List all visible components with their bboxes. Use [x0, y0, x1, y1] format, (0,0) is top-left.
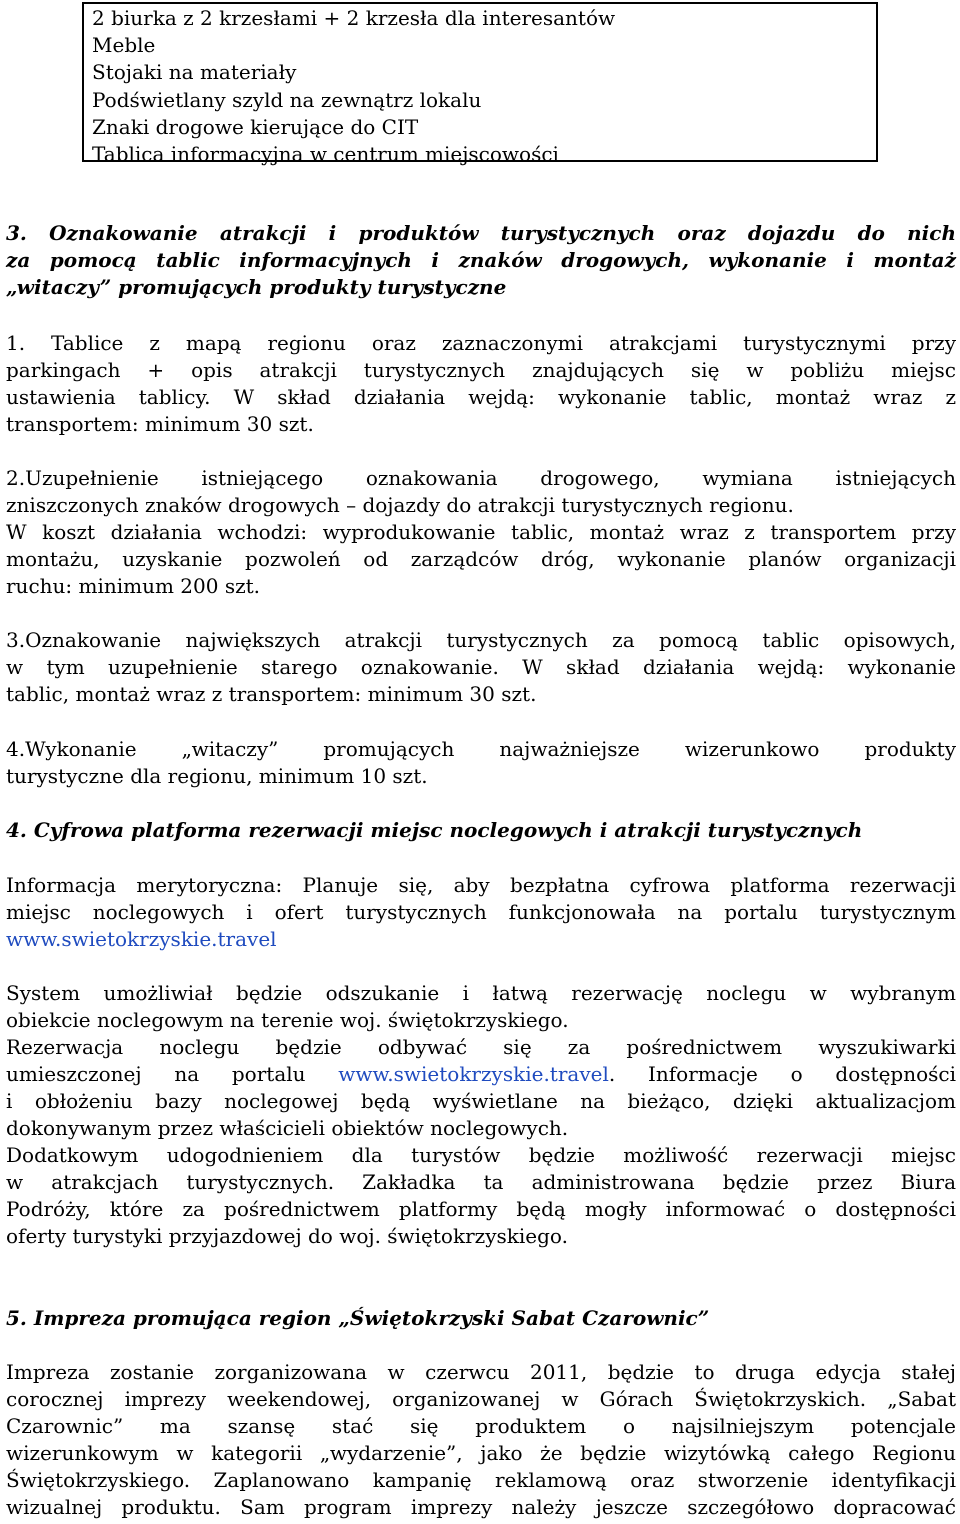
equipment-item: Znaki drogowe kierujące do CIT — [92, 114, 419, 139]
info-paragraph-end — [6, 926, 956, 953]
equipment-item: Meble — [92, 33, 156, 58]
section-3-heading-end: „witaczy” promujących produkty turystyczne — [6, 275, 507, 299]
section-5-heading: 5. Impreza promująca region „Świętokrzyski Sabat Czarownic” — [6, 1306, 710, 1330]
section-3-heading: 3. Oznakowanie atrakcji i produktów turystycznych oraz dojazdu do nich za pomocą tablic informacyjnych i znaków drogowych, wykonanie i montaż — [6, 221, 956, 272]
info-paragraph: Informacja merytoryczna: Planuje się, aby bezpłatna cyfrowa platforma rezerwacji miejsc noclegowych i ofert turystycznych funkcjonowała na portalu turystycznym — [6, 873, 956, 924]
paragraph-3-end: tablic, montaż wraz z transportem: minimum 30 szt. — [6, 682, 537, 706]
additional-paragraph-end: oferty turystyki przyjazdowej do woj. świętokrzyskiego. — [6, 1224, 568, 1248]
equipment-list-box — [82, 2, 878, 167]
system-paragraph-end: obiekcie noclegowym na terenie woj. świętokrzyskiego. — [6, 1008, 569, 1032]
system-paragraph: System umożliwiał będzie odszukanie i łatwą rezerwację noclegu w wybranym — [6, 981, 956, 1005]
equipment-item: Podświetlany szyld na zewnątrz lokalu — [92, 87, 482, 112]
equipment-item: 2 biurka z 2 krzesłami + 2 krzesła dla interesantów — [92, 6, 616, 30]
paragraph-2-cost: W koszt działania wchodzi: wyprodukowanie tablic, montaż wraz z transportem przy montażu, uzyskanie pozwoleń od zarządców dróg, wykonanie planów organizacji — [6, 520, 956, 571]
paragraph-2-line-2: zniszczonych znaków drogowych – dojazdy do atrakcji turystycznych regionu. — [6, 493, 794, 517]
section-4-heading: 4. Cyfrowa platforma rezerwacji miejsc noclegowych i atrakcji turystycznych — [6, 818, 863, 842]
paragraph-1-end: transportem: minimum 30 szt. — [6, 412, 314, 436]
paragraph-2: 2.Uzupełnienie istniejącego oznakowania drogowego, wymiana istniejących — [6, 466, 956, 490]
paragraph-2-end: ruchu: minimum 200 szt. — [6, 574, 261, 598]
additional-paragraph: Dodatkowym udogodnieniem dla turystów będzie możliwość rezerwacji miejsc w atrakcjach turystycznych. Zakładka ta administrowana będzie przez Biura Podróży, które za pośrednictwem platformy będą mogły informować o dostępności — [6, 1143, 956, 1221]
paragraph-3: 3.Oznakowanie największych atrakcji turystycznych za pomocą tablic opisowych, w tym uzupełnienie starego oznakowanie. W skład działania wejdą: wykonanie — [6, 628, 956, 679]
portal-link[interactable]: www.swietokrzyskie.travel — [6, 927, 277, 951]
equipment-item: Stojaki na materiały — [92, 60, 297, 85]
reservation-paragraph: Rezerwacja noclegu będzie odbywać się za pośrednictwem wyszukiwarki umieszczonej na portalu www.swietokrzyskie.travel. Informacje o dostępności i obłożeniu bazy noclegowej będą wyświetlane na bieżąco, dzięki aktualizacjom — [6, 1035, 956, 1113]
paragraph-4-end: turystyczne dla regionu, minimum 10 szt. — [6, 764, 428, 788]
paragraph-4: 4.Wykonanie „witaczy” promujących najważniejsze wizerunkowo produkty — [6, 737, 956, 761]
portal-link-2[interactable]: www.swietokrzyskie.travel — [338, 1062, 609, 1086]
reservation-line-with-link: umieszczonej na portalu www.swietokrzyskie.travel. Informacje o dostępności — [6, 1062, 956, 1086]
reservation-paragraph-end: dokonywanym przez właścicieli obiektów noclegowych. — [6, 1116, 569, 1140]
equipment-item: Tablica informacyjna w centrum miejscowości — [92, 142, 559, 167]
event-paragraph: Impreza zostanie zorganizowana w czerwcu 2011, będzie to druga edycja stałej corocznej imprezy weekendowej, organizowanej w Górach Świętokrzyskich. „Sabat Czarownic” ma szansę stać się produktem o najsilniejszym potencjale wizerunkowym w kategorii „wydarzenie”, jako że będzie wizytówką całego Regionu Świętokrzyskiego. Zaplanowano kampanię reklamową oraz stworzenie identyfikacji wizualnej produktu. Sam program imprezy należy jeszcze szczegółowo dopracować — [6, 1360, 956, 1519]
paragraph-1: 1. Tablice z mapą regionu oraz zaznaczonymi atrakcjami turystycznymi przy parkingach + opis atrakcji turystycznych znajdujących się w pobliżu miejsc ustawienia tablicy. W skład działania wejdą: wykonanie tablic, montaż wraz z — [6, 331, 956, 409]
